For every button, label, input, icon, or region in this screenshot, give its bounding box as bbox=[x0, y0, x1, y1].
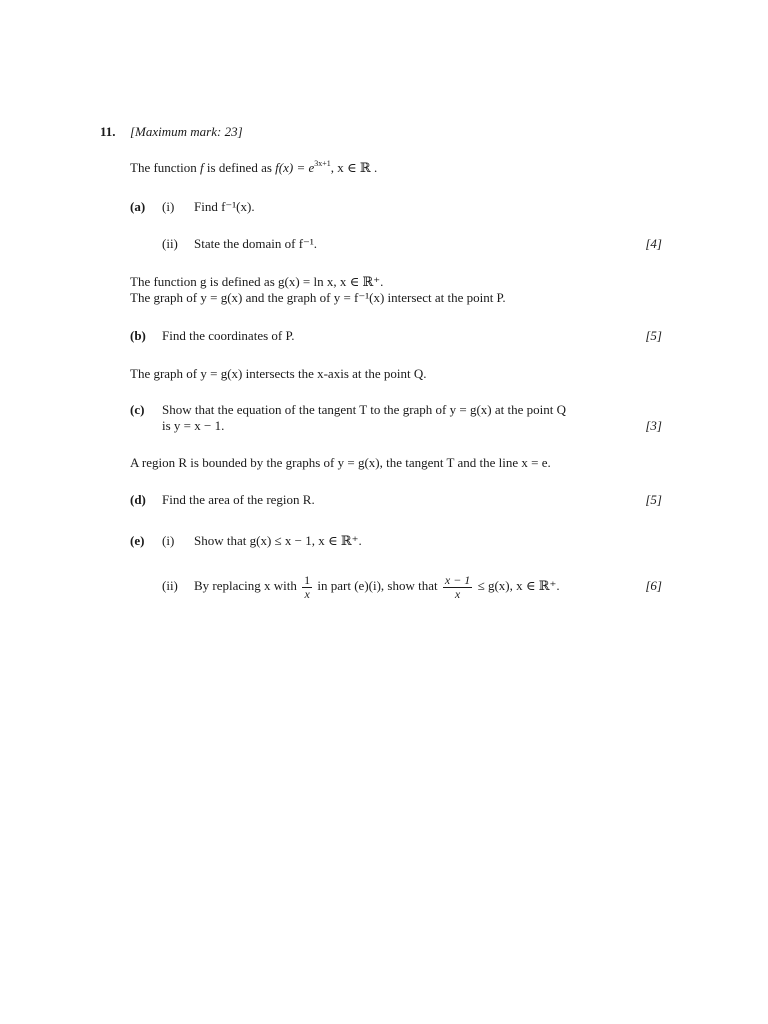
part-e-i-label: (i) bbox=[162, 533, 175, 548]
frac2-denominator: x bbox=[454, 586, 461, 601]
part-c-mark: [3] bbox=[645, 418, 662, 433]
part-c-line2: is y = x − 1. bbox=[162, 418, 225, 433]
intro-f-mid: is defined as bbox=[203, 160, 276, 175]
maximum-mark: [Maximum mark: 23] bbox=[130, 124, 243, 139]
part-d-mark: [5] bbox=[645, 492, 662, 507]
part-e-label: (e) bbox=[130, 533, 145, 548]
part-a-label: (a) bbox=[130, 199, 146, 214]
frac1-denominator: x bbox=[304, 586, 310, 601]
fraction-one-over-x bbox=[302, 574, 312, 601]
fraction-x-minus-one-over-x bbox=[443, 574, 472, 601]
part-a-ii-label: (ii) bbox=[162, 236, 178, 251]
intro-f bbox=[130, 160, 377, 176]
intro-f-exp: 3x+1 bbox=[314, 159, 331, 168]
part-a-i-text: Find f⁻¹(x). bbox=[194, 199, 255, 214]
part-e-ii-post: ≤ g(x), x ∈ ℝ⁺. bbox=[477, 578, 560, 593]
intro-f-pre: The function bbox=[130, 160, 201, 175]
intro-q: The graph of y = g(x) intersects the x-axis at the point Q. bbox=[130, 366, 427, 381]
part-a-i-label: (i) bbox=[162, 199, 175, 214]
part-a-mark: [4] bbox=[645, 236, 662, 251]
intro-f-fn: f bbox=[200, 160, 204, 175]
part-d-text: Find the area of the region R. bbox=[162, 492, 315, 507]
intro-r: A region R is bounded by the graphs of y = g(x), the tangent T and the line x = e. bbox=[130, 455, 551, 470]
part-e-i-text: Show that g(x) ≤ x − 1, x ∈ ℝ⁺. bbox=[194, 533, 362, 548]
frac2-numerator: x − 1 bbox=[444, 572, 471, 587]
intro-g-line1: The function g is defined as g(x) = ln x, x ∈ ℝ⁺. bbox=[130, 274, 384, 289]
intro-g-line2: The graph of y = g(x) and the graph of y = f⁻¹(x) intersect at the point P. bbox=[130, 290, 506, 305]
part-e-ii-pre: By replacing x with bbox=[194, 578, 297, 593]
frac1-numerator: 1 bbox=[304, 572, 311, 587]
part-e-ii-text bbox=[194, 566, 560, 606]
part-b-text: Find the coordinates of P. bbox=[162, 328, 295, 343]
part-a-ii-text: State the domain of f⁻¹. bbox=[194, 236, 318, 251]
intro-f-post: , x ∈ ℝ . bbox=[330, 160, 378, 175]
part-b-label: (b) bbox=[130, 328, 146, 343]
part-d-label: (d) bbox=[130, 492, 146, 507]
part-e-ii-mid: in part (e)(i), show that bbox=[317, 578, 438, 593]
part-c-line1: Show that the equation of the tangent T to the graph of y = g(x) at the point Q bbox=[162, 402, 566, 417]
part-e-ii-label: (ii) bbox=[162, 578, 178, 593]
question-number: 11. bbox=[100, 124, 116, 139]
part-e-mark: [6] bbox=[645, 578, 662, 593]
part-b-mark: [5] bbox=[645, 328, 662, 343]
intro-f-def: f(x) = e bbox=[275, 160, 315, 175]
part-c-label: (c) bbox=[130, 402, 145, 417]
